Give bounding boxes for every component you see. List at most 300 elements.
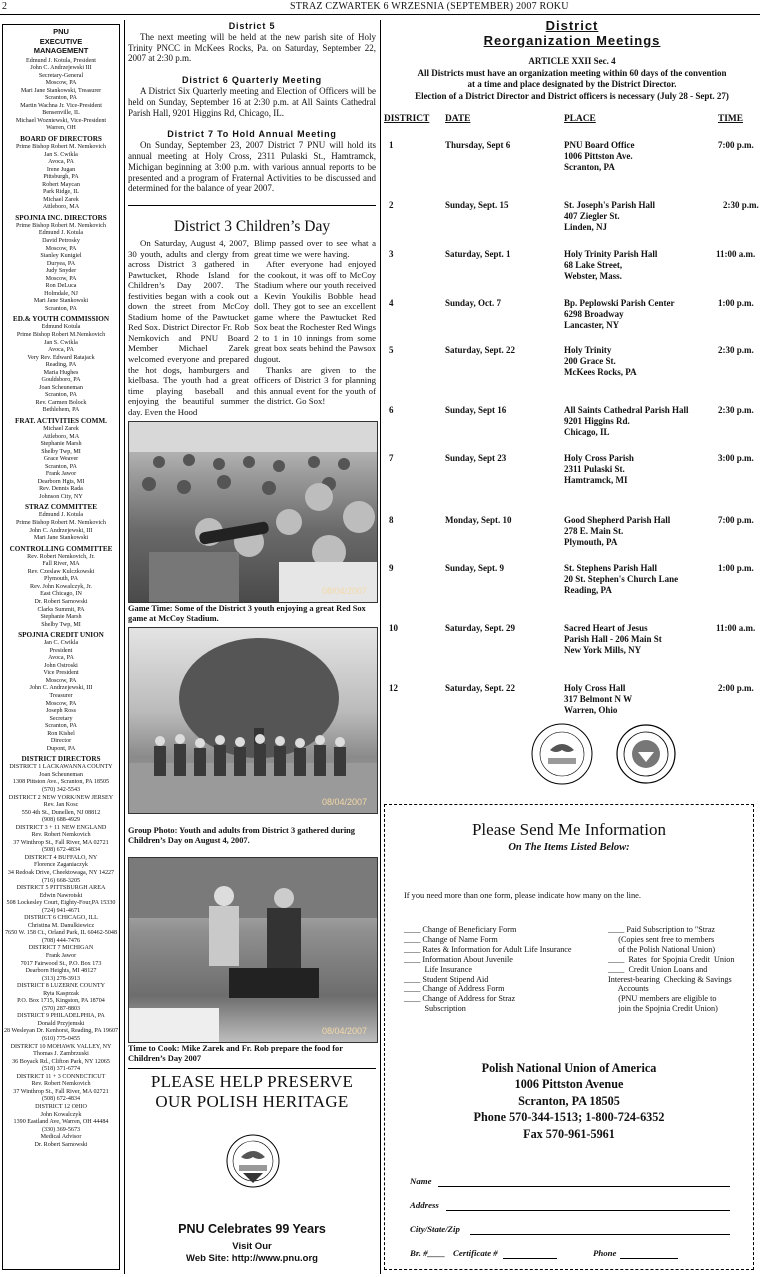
sidebar-entry: Rev. Czeslaw Kulczkowski — [27, 568, 95, 575]
sidebar-entry: Frank Jawor — [45, 953, 77, 960]
meeting-district: 2 — [389, 200, 394, 210]
meeting-place — [564, 200, 655, 233]
article-column-1 — [128, 238, 249, 417]
sidebar-entry: Grace Weaver — [43, 456, 79, 463]
sidebar-entry: DISTRICT 5 PITTSBURGH AREA — [16, 885, 106, 892]
sidebar-entry: Moscow, PA — [45, 677, 77, 684]
article-paragraph: Blimp passed over to see what a great time we were having. — [254, 238, 376, 259]
address-label: Address — [410, 1200, 439, 1210]
column-header-place: PLACE — [564, 114, 596, 124]
sidebar-entry: Warren, OH — [46, 125, 76, 132]
sidebar-entry: Michael Zarek — [43, 196, 79, 203]
sidebar-entry: 1390 Eastland Ave, Warren, OH 44484 — [13, 1119, 109, 1126]
sidebar-entry: Moscow, PA — [45, 700, 77, 707]
meeting-time: 2:30 p.m. — [718, 345, 754, 355]
sidebar-entry: Stephanie Marsh — [40, 441, 82, 448]
anniversary-text: PNU Celebrates 99 Years — [178, 1222, 326, 1236]
phone-field[interactable] — [620, 1258, 678, 1259]
column-header-time: TIME — [718, 114, 744, 124]
meeting-place-line: 200 Grace St. — [564, 356, 616, 366]
sidebar-entry: Mari Jane Stankowski — [33, 298, 89, 305]
sidebar-entry: Reading, PA — [45, 362, 77, 369]
sidebar-entry: Donald Przyjemski — [37, 1020, 85, 1027]
sidebar-entry: Clarks Summit, PA — [37, 606, 85, 613]
sidebar-entry: Holmdale, NJ — [44, 290, 78, 297]
sidebar-entry: 7650 W. 158 Ct., Orland Park, IL 60462-5048 — [5, 930, 117, 937]
sidebar-entry: (570) 287-8803 — [41, 1005, 81, 1012]
masthead-sidebar — [2, 24, 120, 1270]
column-header-district: DISTRICT — [384, 114, 430, 124]
sidebar-entry: Rev. Robert Nemkovich, Jr. — [27, 553, 95, 560]
sidebar-entry: (716) 668-3205 — [41, 877, 81, 884]
meeting-place-line: 6298 Broadway — [564, 309, 624, 319]
sidebar-entry: Dr. Robert Sarnowski — [34, 598, 88, 605]
sidebar-entry: Prime Bishop Robert M.Nemkovich — [16, 332, 106, 338]
sidebar-entry: Ryta Kasprzak — [43, 990, 79, 997]
group-photo-image — [129, 628, 377, 813]
sidebar-section-heading: STRAZ COMMITTEE — [24, 503, 98, 512]
meeting-place-line: Plymouth, PA — [564, 537, 618, 547]
sidebar-entry: Michael Wozniewski, Vice-President — [15, 117, 107, 124]
meeting-place-line: Reading, PA — [564, 585, 612, 595]
sidebar-entry: Edmund J. Kotula — [38, 230, 84, 237]
sidebar-entry: Thomas J. Zambrzuski — [33, 1051, 89, 1058]
meeting-place-line: Good Shepherd Parish Hall — [564, 515, 671, 525]
sidebar-entry: 36 Boyack Rd., Clifton Park, NY 12065 — [12, 1058, 110, 1065]
photo-caption-1: Game Time: Some of the District 3 youth enjoying a great Red Sox game at McCoy Stadium. — [128, 604, 366, 623]
photo-caption-2: Group Photo: Youth and adults from District 3 gathered during Children’s Day on August 4, 2007. — [128, 826, 355, 845]
column-header-date: DATE — [445, 114, 471, 124]
photo-caption-3: Time to Cook: Mike Zarek and Fr. Rob prepare the food for Children’s Day 2007 — [128, 1044, 343, 1063]
form-option[interactable]: of the Polish National Union) — [608, 944, 716, 954]
address-field[interactable] — [446, 1210, 730, 1211]
meeting-place-line: 20 St. Stephen's Church Lane — [564, 574, 679, 584]
phone-label: Phone — [593, 1248, 617, 1258]
sidebar-entry: 508 Lockesley Court, Eighty-Four,PA 15330 — [6, 900, 116, 907]
meetings-title-line-2: Reorganization Meetings — [483, 33, 661, 48]
sidebar-entry: 37 Winthrop St., Fall River, MA 02721 — [13, 1088, 109, 1095]
meeting-time: 3:00 p.m. — [718, 453, 754, 463]
sidebar-entry: Rev. Dennis Rada — [39, 486, 83, 493]
article-paragraph: Thanks are given to the officers of District 3 for planning this annual event for the youth of the district. Go Sox! — [254, 364, 376, 407]
sidebar-entry: Ron DeLuca — [45, 283, 77, 290]
form-option[interactable]: Accounts — [608, 984, 649, 994]
address-line: 1006 Pittston Avenue — [514, 1077, 624, 1092]
sidebar-entry: DISTRICT 10 MOHAWK VALLEY, NY — [10, 1043, 112, 1050]
sidebar-entry: DISTRICT 2 NEW YORK/NEW JERSEY — [8, 794, 114, 801]
sidebar-entry: DISTRICT 3 + 11 NEW ENGLAND — [15, 824, 107, 831]
sidebar-entry: DISTRICT 7 MICHIGAN — [28, 945, 94, 952]
article-rule-text — [384, 56, 760, 102]
sidebar-entry: Pittsburgh, PA — [43, 174, 79, 181]
name-field[interactable] — [438, 1186, 730, 1187]
sidebar-entry: 550 4th St., Dunellen, NJ 08812 — [21, 809, 101, 816]
sidebar-entry: Ron Kishel — [47, 730, 75, 737]
sidebar-entry: Maria Hughes — [43, 369, 79, 376]
sidebar-entry: (508) 672-4834 — [41, 1096, 81, 1103]
meeting-place-line: Holy Cross Hall — [564, 683, 626, 693]
sidebar-entry: Michael Zarek — [43, 426, 79, 433]
meeting-place — [564, 623, 662, 656]
district-notices — [128, 21, 376, 194]
sidebar-entry: Secretary-General — [38, 72, 84, 79]
rule-line: Election of a District Director and District officers is necessary (July 28 - Sept. 27) — [415, 90, 729, 101]
sidebar-entry: Irene Jugan — [46, 166, 76, 173]
running-title: STRAZ CZWARTEK 6 WRZESNIA (SEPTEMBER) 2007 ROKU — [290, 1, 569, 12]
mailing-address — [384, 1060, 754, 1142]
form-title: Please Send Me Information — [471, 820, 667, 839]
form-option[interactable]: ____ Change of Address for Straz — [404, 994, 516, 1004]
meeting-date: Monday, Sept. 10 — [445, 515, 512, 525]
sidebar-entry: Scranton, PA — [45, 463, 77, 470]
sidebar-entry: Rev. Carmen Bolock — [35, 399, 87, 406]
meeting-place — [564, 345, 637, 378]
meeting-date: Saturday, Sept. 22 — [445, 345, 516, 355]
district-6-heading: District 6 Quarterly Meeting — [182, 75, 322, 86]
meeting-place — [564, 453, 634, 486]
stadium-photo — [128, 421, 378, 603]
meeting-date: Sunday, Sept. 15 — [445, 200, 509, 210]
sidebar-entry: 7017 Fairwood St., P.O. Box 173 — [20, 960, 102, 967]
sidebar-entry: 34 Redoak Drive, Cheektowaga, NY 14227 — [7, 870, 115, 876]
sidebar-entry: (724) 941-4671 — [41, 907, 81, 914]
sidebar-entry: (708) 444-7476 — [41, 937, 81, 944]
form-option[interactable]: Subscription — [404, 1004, 466, 1014]
sidebar-entry: John Kowalczyk — [40, 1111, 82, 1118]
sidebar-entry: John Ostroski — [44, 662, 78, 669]
form-option[interactable]: join the Spojnia Credit Union) — [608, 1004, 718, 1014]
meeting-place-line: St. Stephens Parish Hall — [564, 563, 658, 573]
meeting-district: 8 — [389, 515, 394, 525]
sidebar-entry: Gouldsboro, PA — [41, 377, 81, 384]
sidebar-section-heading: CONTROLLING COMMITTEE — [9, 544, 113, 553]
form-option[interactable]: ____ Student Stipend Aid — [404, 974, 489, 984]
sidebar-entry: John C. Andrzejewski, III — [29, 527, 93, 534]
sidebar-entry: Scranton, PA — [45, 723, 77, 730]
form-option[interactable]: (PNU members are eligible to — [608, 994, 717, 1004]
sidebar-entry: Rev. Robert Nemkovich — [31, 1081, 91, 1088]
form-option[interactable]: ____ Paid Subscription to "Straz — [608, 925, 716, 934]
district-7-text: On Sunday, September 23, 2007 District 7 PNU will hold its annual meeting at Holy Cross, 2311 Pulaski St., Hamtramck, Michigan beginning at 3:00 p.m. with various annual reports to be presented and a program of Fraternal Activities to be discussed and determined for the balance of year 2007. — [128, 140, 376, 194]
sidebar-entry: Jan S. Cwikla — [44, 339, 78, 346]
meeting-place-line: 9201 Higgins Rd. — [564, 416, 630, 426]
sidebar-entry: Fall River, MA — [42, 561, 80, 568]
sidebar-entry: East Chicago, IN — [40, 591, 82, 598]
sidebar-entry: Scranton, PA — [45, 305, 77, 312]
sidebar-entry: Medical Advisor — [40, 1134, 82, 1141]
meetings-title-line-1: District — [545, 18, 599, 33]
meeting-place-line: 2311 Pulaski St. — [564, 464, 625, 474]
form-option[interactable]: (Copies sent free to members — [608, 934, 715, 944]
article-title: District 3 Children’s Day — [173, 218, 331, 235]
meeting-district: 6 — [389, 405, 394, 415]
meeting-district: 7 — [389, 453, 394, 463]
sidebar-entry: (518) 371-6774 — [41, 1066, 81, 1073]
meeting-date: Saturday, Sept. 22 — [445, 683, 516, 693]
meeting-place-line: Hamtramck, MI — [564, 475, 628, 485]
meeting-place — [564, 249, 657, 282]
meeting-date: Sunday, Sept 16 — [445, 405, 507, 415]
sidebar-section-heading: SPOJNIA CREDIT UNION — [18, 631, 104, 640]
meeting-place-line: Linden, NJ — [564, 222, 608, 232]
meeting-place-line: McKees Rocks, PA — [564, 367, 637, 377]
meeting-place-line: 68 Lake Street, — [564, 260, 623, 270]
form-option[interactable]: ____ Credit Union Loans and — [608, 964, 708, 974]
meeting-time: 7:00 p.m. — [718, 140, 754, 150]
heritage-banner — [128, 1072, 376, 1112]
form-option[interactable]: ____ Rates & Information for Adult Life Insurance — [404, 944, 572, 954]
sidebar-entry: Rev. John Kowalczyk, Jr. — [30, 583, 92, 590]
sidebar-entry: 28 Wesleyan Dr. Kenhorst, Reading, PA 19607 — [3, 1028, 119, 1035]
photo-date-stamp: 08/04/2007 — [321, 797, 367, 807]
form-options-right — [608, 925, 734, 1014]
meeting-district: 4 — [389, 298, 394, 308]
sidebar-entry: Dearborn Hgts, MI — [37, 478, 85, 485]
sidebar-entry: (330) 369-5673 — [41, 1126, 81, 1133]
form-note: If you need more than one form, please indicate how many on the line. — [404, 891, 641, 900]
certificate-label: Certificate # — [453, 1248, 498, 1258]
meeting-time: 2:00 p.m. — [718, 683, 754, 693]
address-line: Polish National Union of America — [481, 1061, 657, 1075]
sidebar-entry: (908) 688-4929 — [41, 817, 81, 824]
meeting-place-line: Webster, Mass. — [564, 271, 622, 281]
page-number: 2 — [2, 1, 7, 12]
meeting-place — [564, 683, 632, 716]
sidebar-entry: DISTRICT 8 LUZERNE COUNTY — [16, 983, 106, 990]
sidebar-entry: Dearborn Heights, MI 48127 — [25, 968, 97, 975]
sidebar-entry: DISTRICT 11 + 3 CONNECTICUT — [16, 1073, 106, 1080]
meeting-time: 7:00 p.m. — [718, 515, 754, 525]
sidebar-entry: Florence Zaganiaczyk — [34, 862, 88, 869]
meeting-place-line: Sacred Heart of Jesus — [564, 623, 648, 633]
sidebar-entry: Robert Maycan — [42, 181, 80, 188]
form-option[interactable]: ____ Change of Name Form — [404, 934, 498, 944]
meeting-place-line: St. Joseph's Parish Hall — [564, 200, 656, 210]
form-option[interactable]: ____ Information About Juvenile — [404, 954, 513, 964]
sidebar-entry: Bensenville, IL — [42, 110, 80, 117]
sidebar-entry: DISTRICT 9 PHILADELPHIA, PA — [17, 1013, 105, 1020]
meeting-place-line: Bp. Peplowski Parish Center — [564, 298, 675, 308]
city-state-zip-label: City/State/Zip — [410, 1224, 460, 1234]
meeting-date: Sunday, Sept 23 — [445, 453, 507, 463]
photo-date-stamp: 08/04/2007 — [321, 1026, 367, 1036]
meeting-place-line: Holy Cross Parish — [564, 453, 634, 463]
sidebar-entry: Plymouth, PA — [44, 576, 78, 583]
sidebar-entry: Dupont, PA — [46, 745, 76, 752]
sidebar-entry: Jan S. Cwikla — [44, 151, 78, 158]
website-block — [128, 1241, 376, 1265]
visit-text: Visit Our — [232, 1241, 272, 1252]
sidebar-title-line: PNU — [53, 27, 69, 36]
sidebar-entry: Jan C. Cwikla — [43, 640, 79, 647]
pnu-seal-icon — [530, 722, 594, 786]
meeting-place-line: All Saints Cathedral Parish Hall — [564, 405, 689, 415]
sidebar-title — [3, 27, 119, 56]
cooking-photo-image — [129, 858, 377, 1042]
meeting-date: Saturday, Sept. 1 — [445, 249, 511, 259]
meeting-place — [564, 515, 670, 548]
meeting-place-line: 1006 Pittston Ave. — [564, 151, 633, 161]
sidebar-entry: Stanley Kunigiel — [40, 253, 82, 260]
pnu-emblem-icon — [223, 1127, 283, 1199]
district-5-heading: District 5 — [228, 21, 276, 31]
address-line: Scranton, PA 18505 — [518, 1093, 620, 1108]
address-line: Phone 570-344-1513; 1-800-724-6352 — [473, 1110, 665, 1125]
sidebar-entry: Joan Scheuneman — [39, 771, 83, 778]
website-url: Web Site: http://www.pnu.org — [186, 1253, 318, 1264]
certificate-field[interactable] — [503, 1258, 557, 1259]
rule-line: at a time and place designated by the District Director. — [467, 79, 677, 89]
meeting-district: 5 — [389, 345, 394, 355]
banner-divider — [128, 1068, 376, 1069]
form-subtitle: On The Items Listed Below: — [508, 842, 630, 853]
sidebar-entry: John C. Andrzejewski III — [30, 65, 92, 72]
sidebar-entry: Stephanie Marsh — [40, 614, 82, 621]
sidebar-entry: Duryea, PA — [46, 260, 76, 267]
form-option[interactable]: Life Insurance — [404, 964, 472, 974]
heritage-line-2: OUR POLISH HERITAGE — [155, 1092, 349, 1111]
sidebar-entry: Judy Snyder — [45, 268, 77, 275]
meeting-place-line: Holy Trinity — [564, 345, 612, 355]
meeting-place-line: Holy Trinity Parish Hall — [564, 249, 658, 259]
meeting-place-line: Chicago, IL — [564, 427, 610, 437]
meeting-place-line: Warren, Ohio — [564, 705, 618, 715]
sidebar-entry: Avoca, PA — [48, 655, 74, 662]
section-divider — [128, 205, 376, 206]
sidebar-entry: Moscow, PA — [45, 245, 77, 252]
sidebar-entry: DISTRICT 1 LACKAWANNA COUNTY — [9, 764, 113, 771]
sidebar-entry: Scranton, PA — [45, 392, 77, 399]
sidebar-entry: Vice President — [43, 670, 79, 677]
rule-line: ARTICLE XXII Sec. 4 — [528, 56, 616, 66]
sidebar-entry: (570) 342-5543 — [41, 786, 81, 793]
sidebar-entry: DISTRICT 4 BUFFALO, NY — [24, 854, 98, 861]
meeting-time: 1:00 p.m. — [718, 298, 754, 308]
sidebar-entry: (610) 775-0455 — [41, 1036, 81, 1043]
sidebar-entry: Prime Bishop Robert M. Nemkovich — [16, 143, 106, 150]
meeting-place-line: 407 Ziegler St. — [564, 211, 620, 221]
sidebar-entry: 37 Winthrop St., Fall River, MA 02721 — [13, 839, 109, 846]
meeting-place-line: New York Mills, NY — [564, 645, 642, 655]
meeting-date: Thursday, Sept 6 — [445, 140, 511, 150]
meeting-time: 11:00 a.m. — [716, 623, 756, 633]
sidebar-section-heading: BOARD OF DIRECTORS — [20, 134, 102, 143]
sidebar-entry: Edmund Kotula — [41, 324, 81, 331]
sidebar-entry: President — [49, 647, 73, 654]
article-column-2 — [254, 238, 376, 407]
sidebar-section-heading: ED.& YOUTH COMMISSION — [12, 315, 110, 324]
meeting-district: 9 — [389, 563, 394, 573]
article-paragraph: After everyone had enjoyed the cookout, it was off to McCoy Stadium where our youth received a Kevin Youkilis Bobble head doll. They got to see an excellent game where the Pawtucket Red Sox beat the Rochester Red Wings 2 to 1 in 10 innings from some great box seats behind the Pawsox dugout. — [254, 259, 376, 365]
sidebar-entry: DISTRICT 12 OHIO — [35, 1103, 87, 1110]
meeting-date: Sunday, Sept. 9 — [445, 563, 505, 573]
sidebar-entry: Shelby Twp, MI — [41, 448, 81, 455]
meeting-date: Saturday, Sept. 29 — [445, 623, 516, 633]
meeting-district: 1 — [389, 140, 394, 150]
sidebar-entry: Attleboro, MA — [42, 204, 80, 211]
sidebar-entry: Joseph Ross — [46, 708, 76, 715]
sidebar-entry: (313) 278-3913 — [41, 975, 81, 982]
address-line: Fax 570-961-5961 — [523, 1126, 615, 1141]
column-rule-right — [380, 20, 381, 1274]
sidebar-entry: Avoca, PA — [48, 159, 74, 166]
district-7-heading: District 7 To Hold Annual Meeting — [167, 129, 337, 140]
meeting-place-line: PNU Board Office — [564, 140, 635, 150]
sidebar-entry: Frank Jawor — [45, 471, 77, 478]
district-5-text: The next meeting will be held at the new parish site of Holy Trinity PNCC in McKees Rocks, Pa. on Saturday, September 22, 2007 at 2:30 p.m. — [128, 31, 376, 64]
rule-line: All Districts must have an organization meeting within 60 days of the convention — [417, 67, 727, 78]
sidebar-entry: Attleboro, MA — [42, 433, 80, 440]
sidebar-entry: Prime Bishop Robert M. Nemkovich — [16, 520, 106, 527]
sidebar-entry: Edmund J. Kotula, President — [26, 57, 96, 64]
sidebar-entry: DISTRICT 6 CHICAGO, ILL — [24, 915, 98, 922]
meeting-time: 2:30 p.m. — [718, 405, 754, 415]
sidebar-entry: David Petrosky — [42, 237, 80, 244]
sidebar-entry: Bethlehem, PA — [42, 407, 80, 414]
credit-union-seal-icon — [616, 722, 676, 786]
form-options-left — [404, 925, 572, 1014]
sidebar-entry: Dr. Robert Sarnowski — [34, 1141, 88, 1148]
meeting-date: Sunday, Oct. 7 — [445, 298, 502, 308]
meeting-place-line: Parish Hall - 206 Main St — [564, 634, 662, 644]
sidebar-entry: Treasurer — [49, 692, 73, 699]
sidebar-entry: Johnson City, NY — [39, 493, 83, 500]
meeting-district: 10 — [389, 623, 398, 633]
branch-number-field[interactable]: Br. #____ — [410, 1248, 446, 1258]
form-option[interactable]: Interest-bearing Checking & Savings — [608, 974, 732, 984]
meeting-time: 2:30 p.m. — [723, 200, 759, 210]
group-photo — [128, 627, 378, 814]
meeting-place-line: Lancaster, NY — [564, 320, 620, 330]
sidebar-entry: Rev. Jan Kosc — [43, 802, 79, 809]
meeting-time: 1:00 p.m. — [718, 563, 754, 573]
meeting-place-line: 278 E. Main St. — [564, 526, 624, 536]
sidebar-entry: Very Rev. Edward Ratajack — [27, 354, 95, 361]
sidebar-entry: Park Ridge, IL — [42, 189, 80, 196]
column-rule-left — [124, 20, 125, 1274]
district-6-text: A District Six Quarterly meeting and Election of Officers will be held on Sunday, September 16 at 2:30 p.m. at All Saints Cathedral Parish Hall, 9201 Higgins Rd, Chicago, IL. — [128, 85, 376, 118]
meeting-district: 3 — [389, 249, 394, 259]
city-state-zip-field[interactable] — [470, 1234, 730, 1235]
sidebar-entry: Prime Bishop Robert M. Nemkovich — [16, 222, 106, 229]
meeting-place — [564, 140, 634, 173]
sidebar-entry: Secretary — [49, 715, 73, 722]
sidebar-title-line: EXECUTIVE — [39, 36, 83, 46]
form-option[interactable]: ____ Change of Address Form — [404, 984, 505, 994]
information-request-form — [384, 804, 754, 1270]
sidebar-entry: (508) 672-4834 — [41, 847, 81, 854]
sidebar-entry: Christina M. Danulkiewicz — [27, 922, 95, 929]
sidebar-entry: Director — [50, 738, 72, 745]
sidebar-entry: Moscow, PA — [45, 275, 77, 282]
sidebar-title-line: MANAGEMENT — [33, 46, 89, 55]
sidebar-section-heading: FRAT. ACTIVITIES COMM. — [15, 417, 107, 426]
sidebar-entry: 1308 Pittston Ave., Scranton, PA 18505 — [12, 779, 110, 786]
sidebar-entry: Mari Jane Stankowski — [33, 535, 89, 542]
photo-date-stamp: 08/04/2007 — [321, 586, 367, 596]
heritage-line-1: PLEASE HELP PRESERVE — [150, 1072, 354, 1091]
sidebar-entry: John C. Andrzejewski, III — [29, 685, 93, 692]
sidebar-entry: Martin Wachna Jr. Vice-President — [20, 102, 102, 109]
sidebar-entry: P.O. Box 1715, Kingston, PA 18704 — [17, 998, 105, 1005]
sidebar-section-heading: DISTRICT DIRECTORS — [21, 755, 101, 764]
form-option[interactable]: ____ Change of Beneficiary Form — [404, 925, 517, 934]
sidebar-entry: Joan Scheuneman — [39, 384, 83, 391]
form-option[interactable]: ____ Rates for Spojnia Credit Union — [608, 954, 735, 964]
sidebar-entry: Rev. Robert Nemkovich — [31, 832, 91, 839]
stadium-crowd-image — [129, 422, 377, 602]
meeting-place — [564, 298, 675, 331]
